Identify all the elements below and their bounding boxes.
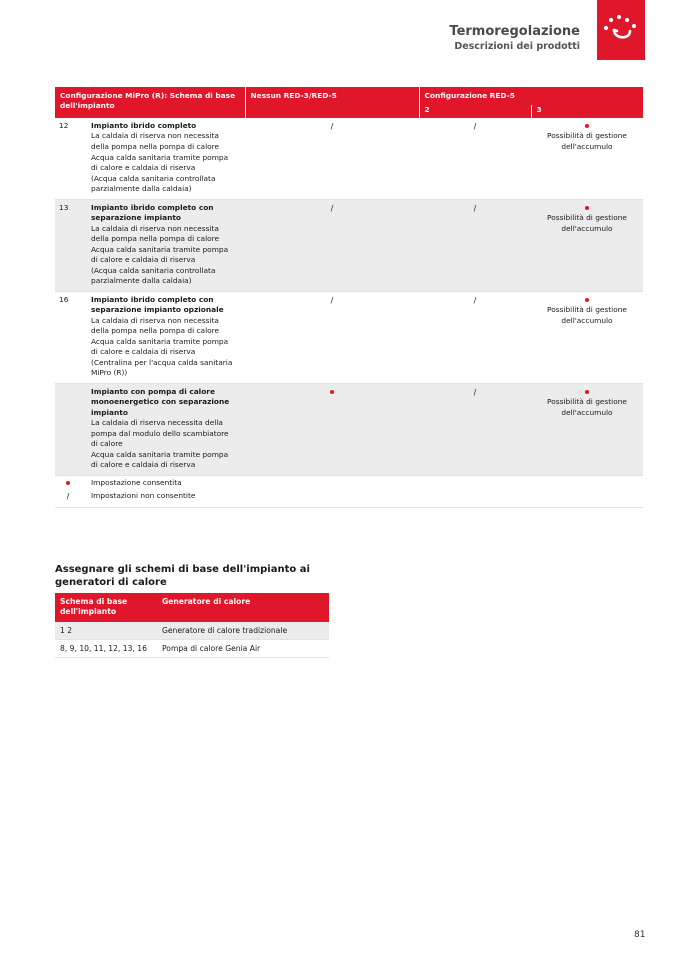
assignment-table	[55, 593, 329, 658]
row-line: Acqua calda sanitaria tramite pompa	[91, 244, 229, 254]
row-line: di calore	[91, 439, 123, 449]
row-title: Impianto ibrido completo con separazione impianto	[91, 202, 214, 223]
cell-none	[245, 291, 419, 383]
table-row	[55, 622, 329, 640]
allowed-dot-icon	[585, 124, 589, 128]
cell-3	[531, 199, 643, 291]
row-line: La caldaia di riserva non necessita	[91, 131, 219, 141]
row-line: Acqua calda sanitaria tramite pompa	[91, 152, 229, 162]
row-number: 16	[55, 291, 86, 383]
row-title: Impianto ibrido completo con separazione impianto opzionale	[91, 294, 224, 315]
row-line: di calore e caldaia di riserva	[91, 347, 196, 357]
header-config: Configurazione MiPro (R): Schema di base dell'impianto	[55, 87, 245, 118]
cell-generator: Generatore di calore tradizionale	[157, 622, 329, 640]
legend-row	[55, 475, 643, 489]
header-none-red: Nessun RED-3/RED-5	[245, 87, 419, 118]
page-subtitle: Descrizioni dei prodotti	[454, 41, 580, 52]
row-line: Acqua calda sanitaria tramite pompa	[91, 449, 229, 459]
not-allowed-mark: /	[66, 492, 70, 502]
table-row	[55, 639, 329, 657]
row-description	[86, 291, 245, 383]
row-description	[86, 383, 245, 475]
header-schema: Schema di base dell'impianto	[55, 593, 157, 622]
allowed-dot-icon	[330, 390, 334, 394]
vaillant-bunny-icon	[597, 0, 645, 60]
row-number	[55, 383, 86, 475]
cell-3-text: Possibilità di gestione dell'accumulo	[547, 305, 627, 325]
allowed-dot-icon	[585, 390, 589, 394]
row-line: MiPro (R))	[91, 368, 128, 378]
row-line: pompa dal modulo dello scambiatore	[91, 428, 229, 438]
cell-none	[245, 199, 419, 291]
cell-2	[419, 291, 531, 383]
row-title: Impianto ibrido completo	[91, 120, 197, 130]
page-number: 81	[634, 930, 646, 940]
not-allowed-mark: /	[473, 203, 477, 213]
table-header-row	[55, 593, 329, 622]
table-row	[55, 383, 643, 475]
row-line: di calore e caldaia di riserva	[91, 255, 196, 265]
not-allowed-mark: /	[330, 121, 334, 131]
page-title: Termoregolazione	[449, 24, 580, 39]
row-number: 13	[55, 199, 86, 291]
not-allowed-mark: /	[330, 295, 334, 305]
row-description	[86, 118, 245, 199]
cell-2	[419, 199, 531, 291]
legend-symbol	[55, 489, 86, 507]
row-line: (Centralina per l'acqua calda sanitaria	[91, 357, 233, 367]
row-line: La caldaia di riserva non necessita	[91, 223, 219, 233]
row-line: (Acqua calda sanitaria controllata	[91, 173, 216, 183]
row-line: (Acqua calda sanitaria controllata	[91, 265, 216, 275]
header-red5: Configurazione RED-5	[419, 87, 643, 105]
cell-schema: 1 2	[55, 622, 157, 640]
cell-none	[245, 383, 419, 475]
section-title: Assegnare gli schemi di base dell'impianto ai generatori di calore	[55, 564, 310, 588]
cell-generator: Pompa di calore Genia Air	[157, 639, 329, 657]
row-line: La caldaia di riserva necessita della	[91, 418, 223, 428]
not-allowed-mark: /	[473, 295, 477, 305]
not-allowed-mark: /	[473, 387, 477, 397]
row-line: di calore e caldaia di riserva	[91, 460, 196, 470]
header-col-2: 2	[419, 105, 531, 118]
allowed-dot-icon	[66, 481, 70, 485]
legend-text: Impostazioni non consentite	[86, 489, 643, 507]
cell-3	[531, 291, 643, 383]
row-line: della pompa nella pompa di calore	[91, 234, 220, 244]
cell-2	[419, 383, 531, 475]
row-line: La caldaia di riserva non necessita	[91, 315, 219, 325]
row-line: parzialmente dalla caldaia)	[91, 276, 192, 286]
row-number: 12	[55, 118, 86, 199]
table-row	[55, 291, 643, 383]
header-generator: Generatore di calore	[157, 593, 329, 622]
legend-symbol	[55, 475, 86, 489]
table-header-row	[55, 87, 643, 105]
cell-3-text: Possibilità di gestione dell'accumulo	[547, 213, 627, 233]
cell-3	[531, 383, 643, 475]
row-line: parzialmente dalla caldaia)	[91, 184, 192, 194]
cell-schema: 8, 9, 10, 11, 12, 13, 16	[55, 639, 157, 657]
cell-2	[419, 118, 531, 199]
table-row	[55, 118, 643, 199]
header-col-3: 3	[531, 105, 643, 118]
allowed-dot-icon	[585, 206, 589, 210]
not-allowed-mark: /	[330, 203, 334, 213]
row-line: della pompa nella pompa di calore	[91, 326, 220, 336]
cell-none	[245, 118, 419, 199]
cell-3-text: Possibilità di gestione dell'accumulo	[547, 131, 627, 151]
cell-3	[531, 118, 643, 199]
configuration-table	[55, 87, 643, 508]
row-line: di calore e caldaia di riserva	[91, 163, 196, 173]
not-allowed-mark: /	[473, 121, 477, 131]
legend-text: Impostazione consentita	[91, 477, 182, 487]
allowed-dot-icon	[585, 298, 589, 302]
row-line: della pompa nella pompa di calore	[91, 142, 220, 151]
cell-3-text: Possibilità di gestione dell'accumulo	[547, 397, 627, 417]
row-title: Impianto con pompa di calore monoenergetico con separazione impianto	[91, 386, 230, 417]
brand-logo	[597, 0, 645, 60]
row-line: Acqua calda sanitaria tramite pompa	[91, 336, 229, 346]
legend-row	[55, 489, 643, 507]
table-row	[55, 199, 643, 291]
row-description	[86, 199, 245, 291]
